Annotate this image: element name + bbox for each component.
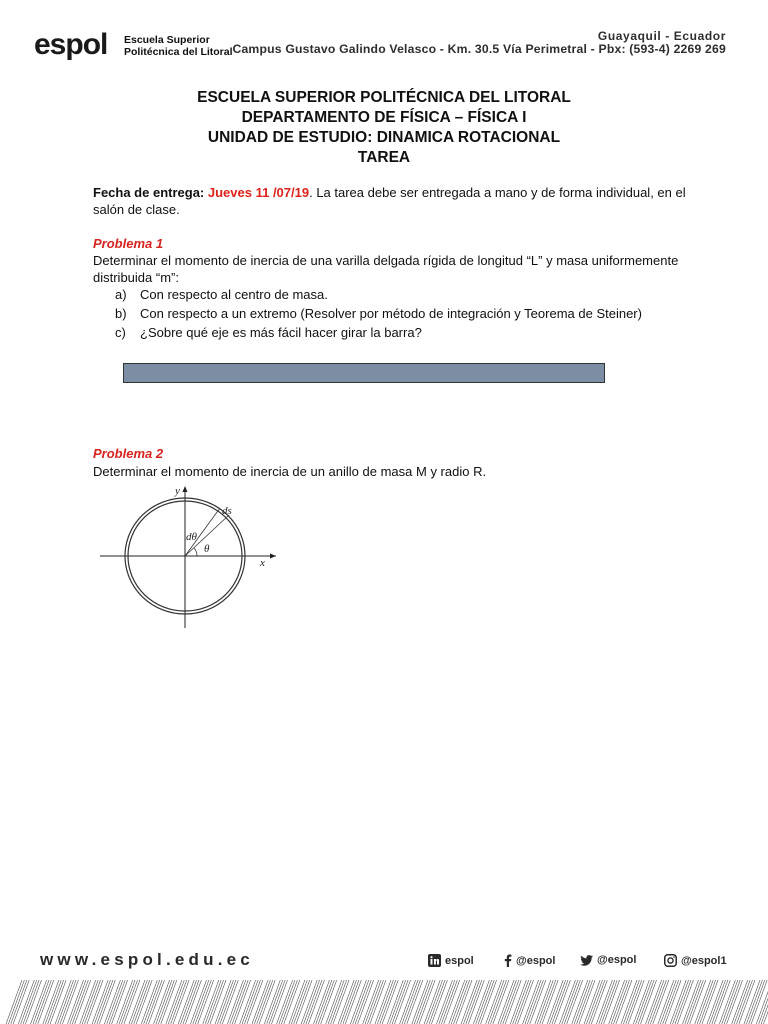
hatch-line — [650, 980, 666, 1024]
hatch-line — [636, 980, 652, 1024]
delivery-paragraph — [93, 184, 693, 218]
hatch-line — [577, 980, 593, 1024]
hatch-line — [232, 980, 248, 1024]
hatch-line — [591, 980, 607, 1024]
list-item — [115, 285, 642, 304]
hatch-line — [653, 980, 669, 1024]
hatch-line — [294, 980, 310, 1024]
social-twitter[interactable] — [580, 954, 636, 966]
hatch-line — [560, 980, 576, 1024]
hatch-line — [732, 980, 748, 1024]
hatch-line — [58, 980, 74, 1024]
hatch-line — [702, 980, 718, 1024]
hatch-line — [564, 980, 580, 1024]
hatch-line — [596, 980, 612, 1024]
hatch-line — [220, 980, 236, 1024]
hatch-line — [719, 980, 735, 1024]
hatch-line — [414, 980, 430, 1024]
header-city: Guayaquil - Ecuador — [597, 29, 726, 43]
hatch-line — [218, 980, 234, 1024]
hatch-line — [589, 980, 605, 1024]
title-line-4: TAREA — [357, 149, 411, 166]
hatch-line — [257, 980, 273, 1024]
hatch-line — [468, 980, 484, 1024]
logo-line-1: Escuela Superior — [124, 34, 210, 46]
hatch-line — [134, 980, 150, 1024]
hatch-line — [739, 980, 755, 1024]
hatch-line — [518, 980, 534, 1024]
hatch-line — [587, 980, 603, 1024]
hatch-line — [75, 980, 91, 1024]
hatch-line — [48, 980, 64, 1024]
hatch-line — [109, 980, 125, 1024]
document-title — [0, 88, 768, 168]
hatch-line — [178, 980, 194, 1024]
x-axis-arrow — [270, 554, 276, 559]
hatch-line — [122, 980, 138, 1024]
list-item — [115, 323, 642, 342]
hatch-line — [527, 980, 543, 1024]
hatch-line — [609, 980, 625, 1024]
hatch-line — [158, 980, 174, 1024]
hatch-line — [8, 980, 24, 1024]
answer-bar — [123, 363, 605, 383]
y-axis-arrow — [183, 486, 188, 492]
espol-logo — [34, 24, 124, 64]
hatch-line — [451, 980, 467, 1024]
hatch-line — [87, 980, 103, 1024]
hatch-line — [333, 980, 349, 1024]
hatch-line — [21, 980, 37, 1024]
hatch-line — [43, 980, 59, 1024]
problem-2-text: Determinar el momento de inercia de un anillo de masa M y radio R. — [93, 464, 487, 479]
hatch-line — [476, 980, 492, 1024]
hatch-line — [345, 980, 361, 1024]
hatch-line — [264, 980, 280, 1024]
hatch-line — [614, 980, 630, 1024]
hatch-line — [11, 980, 27, 1024]
hatch-line — [306, 980, 322, 1024]
hatch-line — [301, 980, 317, 1024]
hatch-line — [488, 980, 504, 1024]
hatch-line — [466, 980, 482, 1024]
hatch-line — [648, 980, 664, 1024]
hatch-line — [289, 980, 305, 1024]
hatch-line — [247, 980, 263, 1024]
hatch-line — [328, 980, 344, 1024]
hatch-line — [407, 980, 423, 1024]
hatch-line — [279, 980, 295, 1024]
problem-2-title: Problema 2 — [93, 446, 164, 461]
hatch-line — [45, 980, 61, 1024]
hatch-line — [117, 980, 133, 1024]
hatch-line — [171, 980, 187, 1024]
hatch-line — [552, 980, 568, 1024]
hatch-line — [707, 980, 723, 1024]
list-item-text: ¿Sobre qué eje es más fácil hacer girar la barra? — [140, 325, 422, 340]
hatch-line — [104, 980, 120, 1024]
facebook-handle: @espol — [516, 954, 556, 967]
label-ds: ds — [222, 505, 232, 517]
list-marker: c) — [115, 325, 126, 340]
hatch-line — [724, 980, 740, 1024]
instagram-handle: @espol1 — [681, 954, 727, 967]
hatch-line — [272, 980, 288, 1024]
hatch-line — [746, 980, 762, 1024]
logo-institution-name — [124, 34, 233, 58]
hatch-line — [85, 980, 101, 1024]
hatch-line — [375, 980, 391, 1024]
hatch-line — [193, 980, 209, 1024]
hatch-line — [449, 980, 465, 1024]
hatch-line — [205, 980, 221, 1024]
hatch-line — [166, 980, 182, 1024]
hatch-line — [168, 980, 184, 1024]
label-x: x — [260, 557, 265, 569]
hatch-line — [572, 980, 588, 1024]
problem-1-list — [115, 285, 642, 342]
hatch-line — [749, 980, 765, 1024]
hatch-line — [498, 980, 514, 1024]
hatch-line — [685, 980, 701, 1024]
hatch-line — [183, 980, 199, 1024]
hatch-line — [365, 980, 381, 1024]
hatch-line — [638, 980, 654, 1024]
hatch-line — [31, 980, 47, 1024]
hatch-line — [417, 980, 433, 1024]
hatch-line — [185, 980, 201, 1024]
hatch-line — [38, 980, 54, 1024]
hatch-line — [670, 980, 686, 1024]
hatch-line — [574, 980, 590, 1024]
hatch-line — [673, 980, 689, 1024]
hatch-line — [154, 980, 170, 1024]
hatch-line — [710, 980, 726, 1024]
hatch-line — [646, 980, 662, 1024]
hatch-line — [628, 980, 644, 1024]
hatch-line — [727, 980, 743, 1024]
hatch-line — [424, 980, 440, 1024]
hatch-line — [284, 980, 300, 1024]
hatch-line — [687, 980, 703, 1024]
hatch-line — [395, 980, 411, 1024]
twitter-icon — [580, 955, 593, 966]
hatch-line — [641, 980, 657, 1024]
hatch-line — [677, 980, 693, 1024]
hatch-line — [392, 980, 408, 1024]
hatch-line — [95, 980, 111, 1024]
hatch-line — [503, 980, 519, 1024]
hatch-line — [245, 980, 261, 1024]
hatch-line — [493, 980, 509, 1024]
hatch-line — [734, 980, 750, 1024]
hatch-line — [161, 980, 177, 1024]
hatch-line — [567, 980, 583, 1024]
hatch-line — [675, 980, 691, 1024]
hatch-line — [26, 980, 42, 1024]
hatch-line — [314, 980, 330, 1024]
hatch-line — [107, 980, 123, 1024]
delivery-label: Fecha de entrega: — [93, 185, 205, 200]
hatch-line — [198, 980, 214, 1024]
hatch-line — [412, 980, 428, 1024]
hatch-line — [510, 980, 526, 1024]
title-line-2: DEPARTAMENTO DE FÍSICA – FÍSICA I — [241, 109, 527, 126]
hatch-line — [318, 980, 334, 1024]
title-line-1: ESCUELA SUPERIOR POLITÉCNICA DEL LITORAL — [197, 89, 571, 106]
problem-1-title: Problema 1 — [93, 236, 164, 251]
hatch-line — [124, 980, 140, 1024]
logo-line-2: Politécnica del Litoral — [124, 46, 233, 58]
footer-hatch-pattern — [0, 980, 768, 1024]
hatch-line — [355, 980, 371, 1024]
hatch-line — [601, 980, 617, 1024]
hatch-line — [291, 980, 307, 1024]
hatch-line — [99, 980, 115, 1024]
hatch-line — [136, 980, 152, 1024]
hatch-line — [454, 980, 470, 1024]
hatch-line — [623, 980, 639, 1024]
hatch-line — [23, 980, 39, 1024]
hatch-line — [368, 980, 384, 1024]
social-linkedin[interactable] — [428, 954, 474, 967]
hatch-line — [254, 980, 270, 1024]
hatch-line — [660, 980, 676, 1024]
hatch-line — [215, 980, 231, 1024]
hatch-line — [744, 980, 760, 1024]
social-instagram[interactable] — [664, 954, 727, 967]
delivery-date: Jueves 11 /07/19 — [207, 185, 310, 200]
hatch-line — [505, 980, 521, 1024]
hatch-line — [633, 980, 649, 1024]
theta-arc — [194, 548, 197, 556]
hatch-line — [341, 980, 357, 1024]
hatch-line — [62, 980, 78, 1024]
hatch-line — [119, 980, 135, 1024]
hatch-line — [149, 980, 165, 1024]
hatch-line — [210, 980, 226, 1024]
hatch-line — [296, 980, 312, 1024]
linkedin-icon — [428, 954, 441, 967]
hatch-line — [515, 980, 531, 1024]
hatch-line — [387, 980, 403, 1024]
label-theta: θ — [204, 543, 210, 555]
hatch-line — [13, 980, 29, 1024]
hatch-line — [156, 980, 172, 1024]
ring-diagram — [98, 482, 280, 630]
hatch-line — [33, 980, 49, 1024]
hatch-line — [540, 980, 556, 1024]
hatch-line — [683, 980, 699, 1024]
hatch-line — [321, 980, 337, 1024]
hatch-line — [700, 980, 716, 1024]
hatch-line — [35, 980, 51, 1024]
twitter-handle: @espol — [597, 954, 637, 966]
hatch-line — [599, 980, 615, 1024]
hatch-line — [195, 980, 211, 1024]
hatch-line — [695, 980, 711, 1024]
hatch-line — [350, 980, 366, 1024]
hatch-line — [252, 980, 268, 1024]
title-line-3: UNIDAD DE ESTUDIO: DINAMICA ROTACIONAL — [207, 129, 561, 146]
list-marker: b) — [115, 306, 127, 321]
hatch-line — [400, 980, 416, 1024]
header-address: Campus Gustavo Galindo Velasco - Km. 30.5 Vía Perimetral - Pbx: (593-4) 2269 269 — [232, 42, 726, 56]
hatch-line — [751, 980, 767, 1024]
hatch-line — [429, 980, 445, 1024]
hatch-line — [382, 980, 398, 1024]
hatch-line — [208, 980, 224, 1024]
hatch-line — [60, 980, 76, 1024]
hatch-line — [481, 980, 497, 1024]
hatch-line — [523, 980, 539, 1024]
hatch-line — [554, 980, 570, 1024]
hatch-line — [722, 980, 738, 1024]
hatch-line — [584, 980, 600, 1024]
hatch-line — [326, 980, 342, 1024]
hatch-line — [737, 980, 753, 1024]
hatch-line — [259, 980, 275, 1024]
hatch-line — [390, 980, 406, 1024]
hatch-line — [316, 980, 332, 1024]
hatch-line — [267, 980, 283, 1024]
hatch-line — [404, 980, 420, 1024]
hatch-line — [343, 980, 359, 1024]
hatch-line — [535, 980, 551, 1024]
hatch-line — [146, 980, 162, 1024]
hatch-line — [431, 980, 447, 1024]
linkedin-handle: espol — [445, 954, 474, 967]
hatch-line — [242, 980, 258, 1024]
hatch-line — [437, 980, 453, 1024]
hatch-line — [82, 980, 98, 1024]
hatch-line — [55, 980, 71, 1024]
problem-1-text: Determinar el momento de inercia de una varilla delgada rígida de longitud “L” y masa uniformemente distribuida “m”: — [93, 253, 679, 285]
hatch-line — [441, 980, 457, 1024]
hatch-line — [97, 980, 113, 1024]
hatch-line — [6, 980, 22, 1024]
hatch-line — [222, 980, 238, 1024]
hatch-line — [562, 980, 578, 1024]
hatch-line — [18, 980, 34, 1024]
hatch-line — [141, 980, 157, 1024]
hatch-line — [181, 980, 197, 1024]
hatch-line — [281, 980, 297, 1024]
hatch-line — [380, 980, 396, 1024]
hatch-line — [92, 980, 108, 1024]
hatch-line — [419, 980, 435, 1024]
hatch-line — [464, 980, 480, 1024]
hatch-line — [439, 980, 455, 1024]
hatch-line — [50, 980, 66, 1024]
facebook-icon — [504, 954, 512, 967]
hatch-line — [131, 980, 147, 1024]
hatch-line — [129, 980, 145, 1024]
hatch-line — [377, 980, 393, 1024]
hatch-line — [621, 980, 637, 1024]
hatch-line — [173, 980, 189, 1024]
hatch-line — [525, 980, 541, 1024]
hatch-line — [444, 980, 460, 1024]
hatch-line — [626, 980, 642, 1024]
hatch-line — [277, 980, 293, 1024]
hatch-line — [402, 980, 418, 1024]
hatch-line — [665, 980, 681, 1024]
hatch-line — [269, 980, 285, 1024]
hatch-line — [191, 980, 207, 1024]
hatch-line — [240, 980, 256, 1024]
hatch-line — [491, 980, 507, 1024]
hatch-line — [658, 980, 674, 1024]
hatch-line — [611, 980, 627, 1024]
hatch-line — [697, 980, 713, 1024]
hatch-line — [456, 980, 472, 1024]
hatch-line — [80, 980, 96, 1024]
hatch-line — [308, 980, 324, 1024]
hatch-line — [363, 980, 379, 1024]
hatch-line — [112, 980, 128, 1024]
footer-website[interactable]: www.espol.edu.ec — [40, 950, 254, 969]
hatch-line — [550, 980, 566, 1024]
hatch-line — [579, 980, 595, 1024]
hatch-line — [304, 980, 320, 1024]
hatch-line — [663, 980, 679, 1024]
label-dtheta: dθ — [186, 531, 197, 543]
hatch-line — [70, 980, 86, 1024]
hatch-line — [500, 980, 516, 1024]
hatch-line — [203, 980, 219, 1024]
list-item-text: Con respecto a un extremo (Resolver por método de integración y Teorema de Steiner) — [140, 306, 642, 321]
social-facebook[interactable] — [504, 954, 555, 967]
hatch-line — [358, 980, 374, 1024]
hatch-line — [547, 980, 563, 1024]
hatch-line — [338, 980, 354, 1024]
hatch-line — [478, 980, 494, 1024]
hatch-line — [616, 980, 632, 1024]
label-y: y — [175, 485, 180, 497]
hatch-line — [235, 980, 251, 1024]
hatch-line — [537, 980, 553, 1024]
hatch-line — [542, 980, 558, 1024]
hatch-line — [604, 980, 620, 1024]
hatch-line — [427, 980, 443, 1024]
hatch-line — [230, 980, 246, 1024]
hatch-line — [370, 980, 386, 1024]
hatch-line — [530, 980, 546, 1024]
hatch-line — [714, 980, 730, 1024]
hatch-line — [144, 980, 160, 1024]
delivery-text: . La tarea debe ser entregada a mano y de forma individual, en el salón de clase. — [93, 185, 686, 217]
instagram-icon — [664, 954, 677, 967]
hatch-line — [331, 980, 347, 1024]
hatch-line — [690, 980, 706, 1024]
hatch-line — [461, 980, 477, 1024]
hatch-line — [513, 980, 529, 1024]
hatch-line — [227, 980, 243, 1024]
list-item-text: Con respecto al centro de masa. — [140, 287, 328, 302]
hatch-line — [486, 980, 502, 1024]
hatch-line — [72, 980, 88, 1024]
logo-word: espol — [34, 28, 108, 61]
list-marker: a) — [115, 287, 127, 302]
hatch-line — [712, 980, 728, 1024]
list-item — [115, 304, 642, 323]
hatch-line — [353, 980, 369, 1024]
hatch-line — [68, 980, 84, 1024]
hatch-line — [473, 980, 489, 1024]
